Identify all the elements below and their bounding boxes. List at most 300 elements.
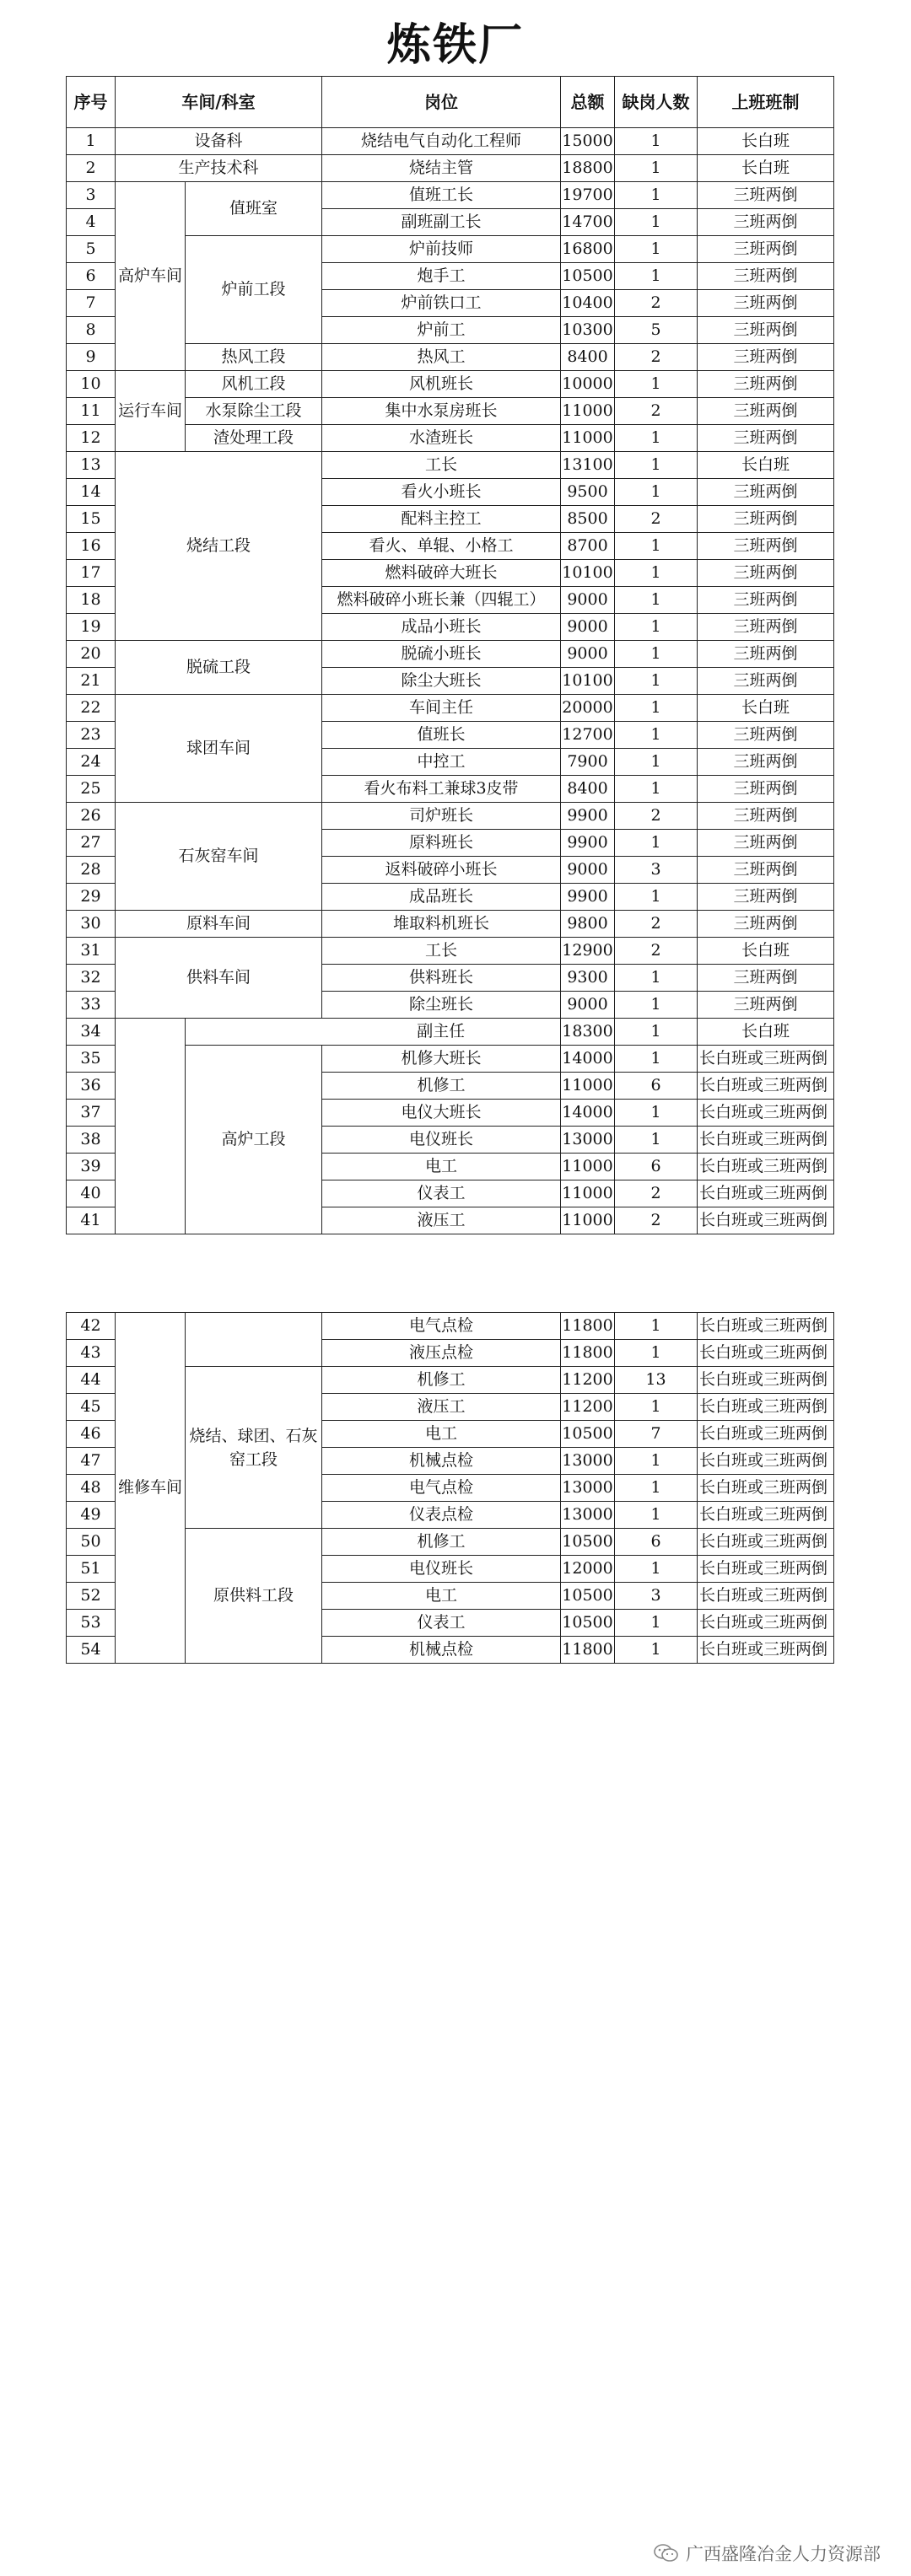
vacancy-count-cell: 2 xyxy=(615,398,698,425)
vacancy-count-cell: 2 xyxy=(615,938,698,965)
shift-cell: 三班两倒 xyxy=(698,884,834,911)
vacancy-count-cell: 1 xyxy=(615,236,698,263)
shift-cell: 长白班或三班两倒 xyxy=(698,1529,834,1556)
seq-cell: 13 xyxy=(67,452,116,479)
shift-cell: 长白班 xyxy=(698,938,834,965)
shift-cell: 长白班 xyxy=(698,128,834,155)
post-cell: 风机班长 xyxy=(322,371,561,398)
vacancy-count-cell: 1 xyxy=(615,1448,698,1475)
vacancy-count-cell: 1 xyxy=(615,641,698,668)
shift-cell: 三班两倒 xyxy=(698,425,834,452)
seq-cell: 23 xyxy=(67,722,116,749)
header-vacancies: 缺岗人数 xyxy=(615,77,698,128)
vacancy-count-cell: 1 xyxy=(615,587,698,614)
shift-cell: 三班两倒 xyxy=(698,749,834,776)
seq-cell: 29 xyxy=(67,884,116,911)
salary-cell: 9300 xyxy=(561,965,615,992)
dept-cell: 供料车间 xyxy=(116,938,322,1019)
salary-cell: 8400 xyxy=(561,776,615,803)
salary-cell: 11800 xyxy=(561,1313,615,1340)
section-cell xyxy=(186,1019,322,1046)
salary-cell: 10100 xyxy=(561,668,615,695)
salary-cell: 8500 xyxy=(561,506,615,533)
vacancy-count-cell: 1 xyxy=(615,182,698,209)
seq-cell: 46 xyxy=(67,1421,116,1448)
vacancy-count-cell: 6 xyxy=(615,1154,698,1180)
shift-cell: 三班两倒 xyxy=(698,803,834,830)
dept-cell: 原料车间 xyxy=(116,911,322,938)
table-row xyxy=(67,695,834,722)
seq-cell: 9 xyxy=(67,344,116,371)
section-cell: 渣处理工段 xyxy=(186,425,322,452)
table-row xyxy=(67,128,834,155)
section-cell: 热风工段 xyxy=(186,344,322,371)
seq-cell: 50 xyxy=(67,1529,116,1556)
salary-cell: 9000 xyxy=(561,614,615,641)
vacancy-count-cell: 1 xyxy=(615,614,698,641)
seq-cell: 26 xyxy=(67,803,116,830)
section-cell: 高炉工段 xyxy=(186,1046,322,1234)
seq-cell: 22 xyxy=(67,695,116,722)
post-cell: 供料班长 xyxy=(322,965,561,992)
salary-cell: 8400 xyxy=(561,344,615,371)
vacancy-count-cell: 1 xyxy=(615,209,698,236)
post-cell: 炮手工 xyxy=(322,263,561,290)
vacancy-count-cell: 1 xyxy=(615,1637,698,1664)
vacancy-count-cell: 2 xyxy=(615,1180,698,1207)
shift-cell: 长白班或三班两倒 xyxy=(698,1073,834,1100)
post-cell: 电气点检 xyxy=(322,1475,561,1502)
salary-cell: 8700 xyxy=(561,533,615,560)
seq-cell: 12 xyxy=(67,425,116,452)
shift-cell: 长白班或三班两倒 xyxy=(698,1340,834,1367)
salary-cell: 10500 xyxy=(561,1583,615,1610)
post-cell: 水渣班长 xyxy=(322,425,561,452)
table-row xyxy=(67,182,834,209)
seq-cell: 41 xyxy=(67,1207,116,1234)
seq-cell: 47 xyxy=(67,1448,116,1475)
shift-cell: 长白班或三班两倒 xyxy=(698,1154,834,1180)
table-row xyxy=(67,938,834,965)
vacancy-count-cell: 13 xyxy=(615,1367,698,1394)
table-header-row xyxy=(67,77,834,128)
post-cell: 看火小班长 xyxy=(322,479,561,506)
table-row xyxy=(67,641,834,668)
salary-cell: 9000 xyxy=(561,857,615,884)
seq-cell: 6 xyxy=(67,263,116,290)
shift-cell: 三班两倒 xyxy=(698,533,834,560)
salary-cell: 18300 xyxy=(561,1019,615,1046)
post-cell: 除尘班长 xyxy=(322,992,561,1019)
post-cell: 机械点检 xyxy=(322,1448,561,1475)
seq-cell: 3 xyxy=(67,182,116,209)
seq-cell: 16 xyxy=(67,533,116,560)
shift-cell: 长白班或三班两倒 xyxy=(698,1367,834,1394)
salary-cell: 11200 xyxy=(561,1394,615,1421)
shift-cell: 长白班或三班两倒 xyxy=(698,1610,834,1637)
salary-cell: 10300 xyxy=(561,317,615,344)
seq-cell: 28 xyxy=(67,857,116,884)
vacancy-count-cell: 1 xyxy=(615,560,698,587)
post-cell: 液压工 xyxy=(322,1207,561,1234)
salary-cell: 10100 xyxy=(561,560,615,587)
seq-cell: 15 xyxy=(67,506,116,533)
post-cell: 中控工 xyxy=(322,749,561,776)
shift-cell: 三班两倒 xyxy=(698,236,834,263)
shift-cell: 长白班或三班两倒 xyxy=(698,1448,834,1475)
post-cell: 电工 xyxy=(322,1583,561,1610)
vacancy-count-cell: 1 xyxy=(615,1610,698,1637)
footer-text: 广西盛隆冶金人力资源部 xyxy=(686,2544,881,2564)
salary-cell: 11800 xyxy=(561,1637,615,1664)
vacancy-count-cell: 1 xyxy=(615,479,698,506)
shift-cell: 三班两倒 xyxy=(698,209,834,236)
seq-cell: 27 xyxy=(67,830,116,857)
seq-cell: 10 xyxy=(67,371,116,398)
vacancy-count-cell: 1 xyxy=(615,1100,698,1127)
seq-cell: 17 xyxy=(67,560,116,587)
section-cell: 原供料工段 xyxy=(186,1529,322,1664)
page-title: 炼铁厂 xyxy=(386,19,524,71)
header-dept: 车间/科室 xyxy=(116,77,322,128)
shift-cell: 长白班或三班两倒 xyxy=(698,1583,834,1610)
salary-cell: 11000 xyxy=(561,1207,615,1234)
shift-cell: 三班两倒 xyxy=(698,911,834,938)
post-cell: 燃料破碎大班长 xyxy=(322,560,561,587)
seq-cell: 1 xyxy=(67,128,116,155)
section-cell: 水泵除尘工段 xyxy=(186,398,322,425)
vacancy-count-cell: 3 xyxy=(615,857,698,884)
seq-cell: 19 xyxy=(67,614,116,641)
shift-cell: 三班两倒 xyxy=(698,182,834,209)
post-cell: 烧结主管 xyxy=(322,155,561,182)
post-cell: 配料主控工 xyxy=(322,506,561,533)
salary-cell: 13000 xyxy=(561,1475,615,1502)
salary-cell: 14000 xyxy=(561,1100,615,1127)
vacancy-count-cell: 1 xyxy=(615,533,698,560)
recruitment-table-part2 xyxy=(66,1312,834,1664)
shift-cell: 三班两倒 xyxy=(698,965,834,992)
post-cell: 除尘大班长 xyxy=(322,668,561,695)
dept-cell: 运行车间 xyxy=(116,371,186,452)
shift-cell: 三班两倒 xyxy=(698,398,834,425)
post-cell: 液压工 xyxy=(322,1394,561,1421)
seq-cell: 7 xyxy=(67,290,116,317)
post-cell: 司炉班长 xyxy=(322,803,561,830)
seq-cell: 48 xyxy=(67,1475,116,1502)
shift-cell: 三班两倒 xyxy=(698,263,834,290)
vacancy-count-cell: 1 xyxy=(615,155,698,182)
post-cell: 机修工 xyxy=(322,1529,561,1556)
shift-cell: 三班两倒 xyxy=(698,857,834,884)
table-row xyxy=(67,452,834,479)
post-cell: 返料破碎小班长 xyxy=(322,857,561,884)
shift-cell: 长白班或三班两倒 xyxy=(698,1556,834,1583)
shift-cell: 长白班 xyxy=(698,695,834,722)
header-post: 岗位 xyxy=(322,77,561,128)
vacancy-count-cell: 6 xyxy=(615,1529,698,1556)
seq-cell: 45 xyxy=(67,1394,116,1421)
seq-cell: 38 xyxy=(67,1127,116,1154)
vacancy-count-cell: 1 xyxy=(615,1502,698,1529)
shift-cell: 三班两倒 xyxy=(698,992,834,1019)
dept-cell: 脱硫工段 xyxy=(116,641,322,695)
seq-cell: 8 xyxy=(67,317,116,344)
vacancy-count-cell: 1 xyxy=(615,263,698,290)
vacancy-count-cell: 1 xyxy=(615,965,698,992)
vacancy-count-cell: 1 xyxy=(615,722,698,749)
seq-cell: 2 xyxy=(67,155,116,182)
seq-cell: 21 xyxy=(67,668,116,695)
post-cell: 炉前技师 xyxy=(322,236,561,263)
shift-cell: 三班两倒 xyxy=(698,614,834,641)
salary-cell: 15000 xyxy=(561,128,615,155)
vacancy-count-cell: 2 xyxy=(615,911,698,938)
salary-cell: 16800 xyxy=(561,236,615,263)
table-row xyxy=(67,371,834,398)
vacancy-count-cell: 1 xyxy=(615,1475,698,1502)
vacancy-count-cell: 1 xyxy=(615,452,698,479)
dept-cell: 球团车间 xyxy=(116,695,322,803)
post-cell: 集中水泵房班长 xyxy=(322,398,561,425)
shift-cell: 长白班或三班两倒 xyxy=(698,1180,834,1207)
salary-cell: 10000 xyxy=(561,371,615,398)
post-cell: 炉前铁口工 xyxy=(322,290,561,317)
salary-cell: 12700 xyxy=(561,722,615,749)
salary-cell: 11800 xyxy=(561,1340,615,1367)
post-cell: 机械点检 xyxy=(322,1637,561,1664)
seq-cell: 40 xyxy=(67,1180,116,1207)
post-cell: 副主任 xyxy=(322,1019,561,1046)
vacancy-count-cell: 2 xyxy=(615,803,698,830)
salary-cell: 10500 xyxy=(561,263,615,290)
seq-cell: 11 xyxy=(67,398,116,425)
shift-cell: 长白班或三班两倒 xyxy=(698,1502,834,1529)
salary-cell: 13000 xyxy=(561,1448,615,1475)
post-cell: 炉前工 xyxy=(322,317,561,344)
dept-cell: 烧结工段 xyxy=(116,452,322,641)
salary-cell: 10500 xyxy=(561,1421,615,1448)
salary-cell: 12000 xyxy=(561,1556,615,1583)
seq-cell: 14 xyxy=(67,479,116,506)
post-cell: 成品班长 xyxy=(322,884,561,911)
vacancy-count-cell: 1 xyxy=(615,1019,698,1046)
salary-cell: 14000 xyxy=(561,1046,615,1073)
salary-cell: 9900 xyxy=(561,803,615,830)
shift-cell: 长白班或三班两倒 xyxy=(698,1100,834,1127)
post-cell: 电仪班长 xyxy=(322,1556,561,1583)
post-cell: 堆取料机班长 xyxy=(322,911,561,938)
post-cell: 电工 xyxy=(322,1421,561,1448)
post-cell: 车间主任 xyxy=(322,695,561,722)
salary-cell: 10400 xyxy=(561,290,615,317)
vacancy-count-cell: 1 xyxy=(615,1340,698,1367)
salary-cell: 9500 xyxy=(561,479,615,506)
table-row xyxy=(67,155,834,182)
salary-cell: 11000 xyxy=(561,398,615,425)
shift-cell: 三班两倒 xyxy=(698,776,834,803)
salary-cell: 18800 xyxy=(561,155,615,182)
table-row xyxy=(67,1019,834,1046)
seq-cell: 42 xyxy=(67,1313,116,1340)
post-cell: 烧结电气自动化工程师 xyxy=(322,128,561,155)
table-row xyxy=(67,1313,834,1340)
vacancy-count-cell: 1 xyxy=(615,1046,698,1073)
vacancy-count-cell: 1 xyxy=(615,992,698,1019)
section-cell xyxy=(186,1313,322,1367)
vacancy-count-cell: 1 xyxy=(615,1556,698,1583)
vacancy-count-cell: 1 xyxy=(615,695,698,722)
seq-cell: 31 xyxy=(67,938,116,965)
salary-cell: 13100 xyxy=(561,452,615,479)
shift-cell: 长白班 xyxy=(698,1019,834,1046)
vacancy-count-cell: 2 xyxy=(615,290,698,317)
vacancy-count-cell: 1 xyxy=(615,425,698,452)
seq-cell: 44 xyxy=(67,1367,116,1394)
post-cell: 机修工 xyxy=(322,1073,561,1100)
post-cell: 看火布料工兼球3皮带 xyxy=(322,776,561,803)
vacancy-count-cell: 1 xyxy=(615,1313,698,1340)
post-cell: 电仪大班长 xyxy=(322,1100,561,1127)
vacancy-count-cell: 1 xyxy=(615,1127,698,1154)
seq-cell: 52 xyxy=(67,1583,116,1610)
shift-cell: 长白班或三班两倒 xyxy=(698,1046,834,1073)
dept-cell: 生产技术科 xyxy=(116,155,322,182)
section-cell: 值班室 xyxy=(186,182,322,236)
salary-cell: 11200 xyxy=(561,1367,615,1394)
post-cell: 工长 xyxy=(322,938,561,965)
seq-cell: 37 xyxy=(67,1100,116,1127)
salary-cell: 10500 xyxy=(561,1529,615,1556)
post-cell: 原料班长 xyxy=(322,830,561,857)
seq-cell: 49 xyxy=(67,1502,116,1529)
header-seq: 序号 xyxy=(67,77,116,128)
dept-cell: 设备科 xyxy=(116,128,322,155)
post-cell: 值班工长 xyxy=(322,182,561,209)
salary-cell: 9000 xyxy=(561,992,615,1019)
dept-cell: 石灰窑车间 xyxy=(116,803,322,911)
seq-cell: 25 xyxy=(67,776,116,803)
salary-cell: 7900 xyxy=(561,749,615,776)
shift-cell: 三班两倒 xyxy=(698,560,834,587)
shift-cell: 三班两倒 xyxy=(698,830,834,857)
post-cell: 仪表点检 xyxy=(322,1502,561,1529)
shift-cell: 三班两倒 xyxy=(698,479,834,506)
post-cell: 看火、单辊、小格工 xyxy=(322,533,561,560)
shift-cell: 三班两倒 xyxy=(698,506,834,533)
vacancy-count-cell: 2 xyxy=(615,506,698,533)
vacancy-count-cell: 1 xyxy=(615,776,698,803)
seq-cell: 51 xyxy=(67,1556,116,1583)
dept-cell xyxy=(116,1019,186,1234)
salary-cell: 9900 xyxy=(561,884,615,911)
post-cell: 机修大班长 xyxy=(322,1046,561,1073)
seq-cell: 30 xyxy=(67,911,116,938)
shift-cell: 三班两倒 xyxy=(698,290,834,317)
seq-cell: 43 xyxy=(67,1340,116,1367)
salary-cell: 12900 xyxy=(561,938,615,965)
vacancy-count-cell: 1 xyxy=(615,830,698,857)
seq-cell: 54 xyxy=(67,1637,116,1664)
vacancy-count-cell: 1 xyxy=(615,749,698,776)
salary-cell: 11000 xyxy=(561,1180,615,1207)
vacancy-count-cell: 1 xyxy=(615,668,698,695)
shift-cell: 长白班或三班两倒 xyxy=(698,1475,834,1502)
shift-cell: 三班两倒 xyxy=(698,371,834,398)
post-cell: 热风工 xyxy=(322,344,561,371)
header-shift: 上班班制 xyxy=(698,77,834,128)
seq-cell: 5 xyxy=(67,236,116,263)
salary-cell: 19700 xyxy=(561,182,615,209)
vacancy-count-cell: 1 xyxy=(615,884,698,911)
recruitment-table-part1 xyxy=(66,76,834,1234)
post-cell: 副班副工长 xyxy=(322,209,561,236)
vacancy-count-cell: 6 xyxy=(615,1073,698,1100)
salary-cell: 11000 xyxy=(561,1154,615,1180)
salary-cell: 9800 xyxy=(561,911,615,938)
post-cell: 液压点检 xyxy=(322,1340,561,1367)
shift-cell: 三班两倒 xyxy=(698,344,834,371)
shift-cell: 三班两倒 xyxy=(698,722,834,749)
shift-cell: 三班两倒 xyxy=(698,587,834,614)
seq-cell: 4 xyxy=(67,209,116,236)
post-cell: 仪表工 xyxy=(322,1180,561,1207)
post-cell: 电工 xyxy=(322,1154,561,1180)
post-cell: 脱硫小班长 xyxy=(322,641,561,668)
wechat-icon xyxy=(654,2543,679,2563)
salary-cell: 13000 xyxy=(561,1127,615,1154)
shift-cell: 长白班或三班两倒 xyxy=(698,1313,834,1340)
seq-cell: 18 xyxy=(67,587,116,614)
vacancy-count-cell: 1 xyxy=(615,128,698,155)
seq-cell: 32 xyxy=(67,965,116,992)
seq-cell: 20 xyxy=(67,641,116,668)
post-cell: 成品小班长 xyxy=(322,614,561,641)
shift-cell: 长白班或三班两倒 xyxy=(698,1127,834,1154)
table-row xyxy=(67,911,834,938)
salary-cell: 20000 xyxy=(561,695,615,722)
vacancy-count-cell: 7 xyxy=(615,1421,698,1448)
shift-cell: 三班两倒 xyxy=(698,668,834,695)
salary-cell: 14700 xyxy=(561,209,615,236)
salary-cell: 9000 xyxy=(561,587,615,614)
shift-cell: 长白班 xyxy=(698,452,834,479)
footer-watermark xyxy=(654,2541,881,2566)
post-cell: 机修工 xyxy=(322,1367,561,1394)
table-row xyxy=(67,803,834,830)
salary-cell: 9000 xyxy=(561,641,615,668)
salary-cell: 9900 xyxy=(561,830,615,857)
vacancy-count-cell: 3 xyxy=(615,1583,698,1610)
salary-cell: 13000 xyxy=(561,1502,615,1529)
seq-cell: 35 xyxy=(67,1046,116,1073)
vacancy-count-cell: 2 xyxy=(615,344,698,371)
seq-cell: 24 xyxy=(67,749,116,776)
vacancy-count-cell: 5 xyxy=(615,317,698,344)
seq-cell: 53 xyxy=(67,1610,116,1637)
seq-cell: 36 xyxy=(67,1073,116,1100)
dept-cell: 维修车间 xyxy=(116,1313,186,1664)
section-cell: 炉前工段 xyxy=(186,236,322,344)
shift-cell: 长白班 xyxy=(698,155,834,182)
vacancy-count-cell: 1 xyxy=(615,1394,698,1421)
post-cell: 电仪班长 xyxy=(322,1127,561,1154)
post-cell: 燃料破碎小班长兼（四辊工） xyxy=(322,587,561,614)
shift-cell: 三班两倒 xyxy=(698,641,834,668)
seq-cell: 34 xyxy=(67,1019,116,1046)
shift-cell: 长白班或三班两倒 xyxy=(698,1421,834,1448)
shift-cell: 长白班或三班两倒 xyxy=(698,1637,834,1664)
